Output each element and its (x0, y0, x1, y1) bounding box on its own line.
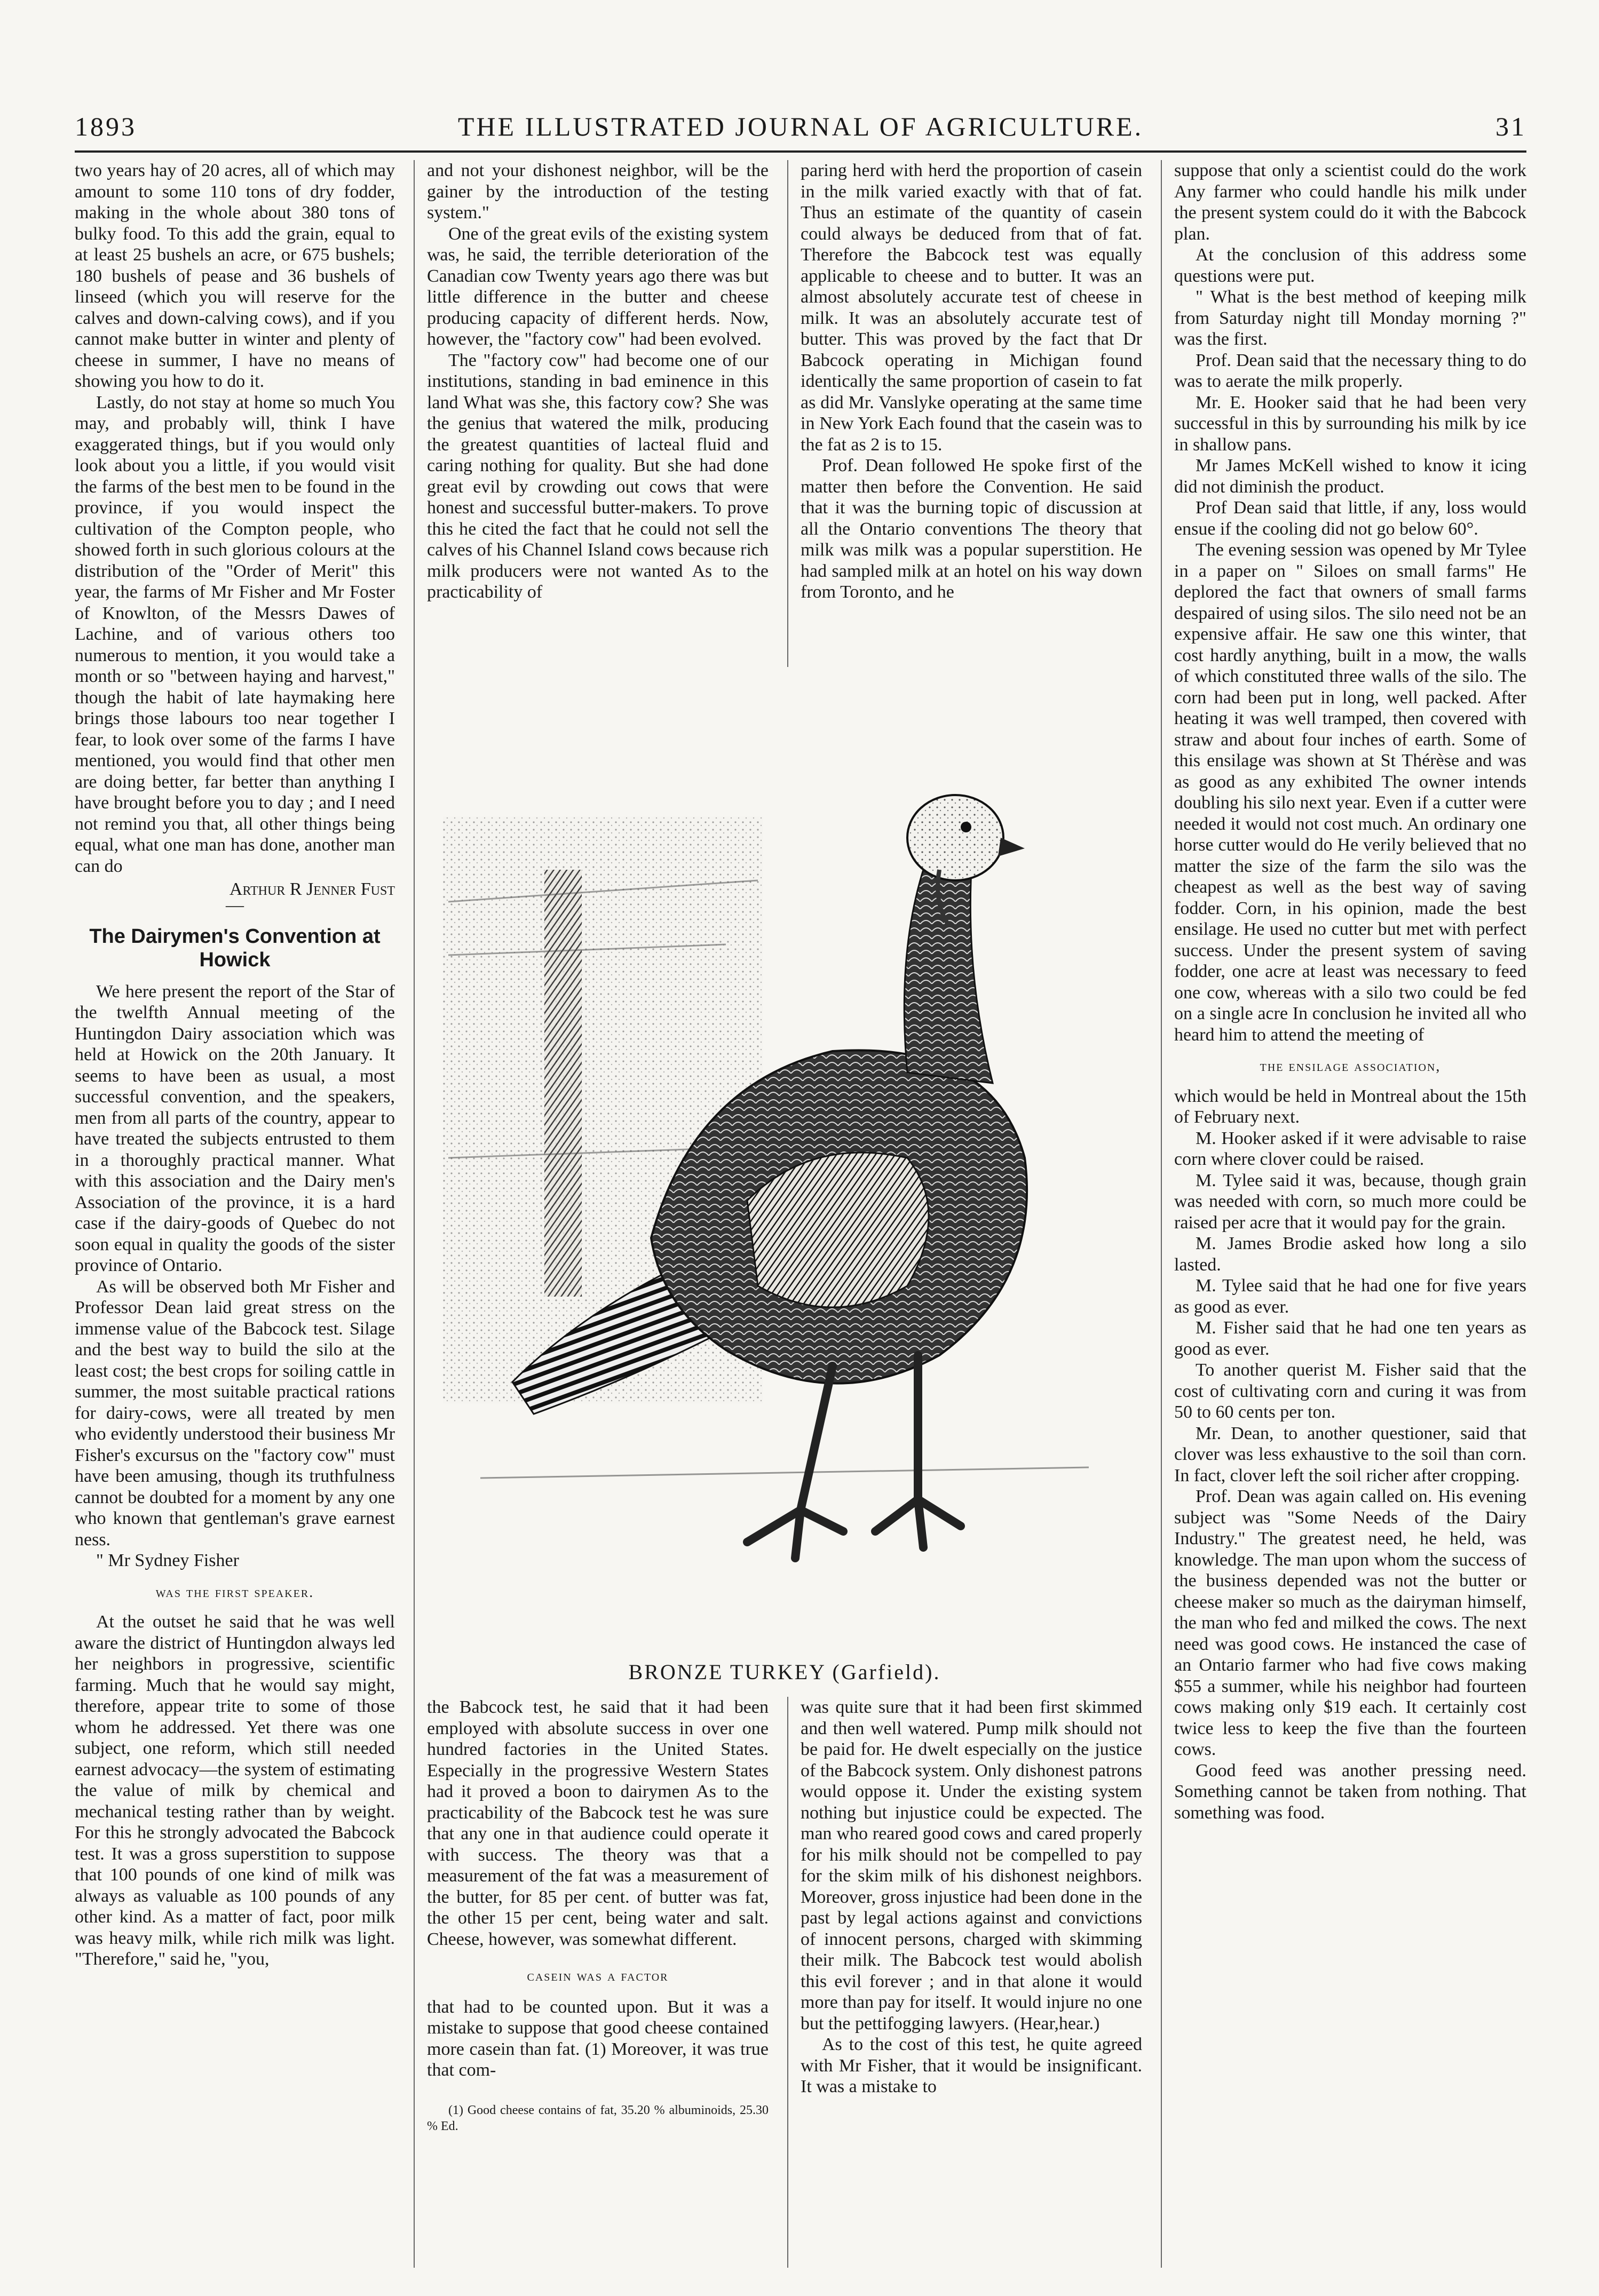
subheading: was the first speaker. (155, 1584, 314, 1601)
illustration-caption: BRONZE TURKEY (Garfield). (628, 1660, 941, 1684)
paragraph: M. Hooker asked if it were advisable to raise corn where clover could be raised. (1174, 1128, 1526, 1169)
footnote: (1) Good cheese contains of fat, 35.20 % albuminoids, 25.30 % Ed. (427, 2103, 769, 2133)
paragraph: M. Tylee said that he had one for five years as good as ever. (1174, 1276, 1526, 1317)
column-2 (427, 160, 769, 603)
paragraph: As to the cost of this test, he quite agreed with Mr Fisher, that it would be insignificant. It was a mistake to (801, 2035, 1142, 2096)
column-1 (75, 160, 395, 1970)
paragraph: paring herd with herd the proportion of casein in the milk varied exactly with that of fat. Thus an estimate of the quantity of casein could always be deduced from that of fat. Therefore the Babcock test was equally applicable to cheese and to butter. It was an almost absolutely accurate test of cheese in milk. It was an absolutely accurate test of butter. This was proved by the fact that Dr Babcock operating in Michigan found identically the same proportion of casein to fat as did Mr. Vanslyke operating at the same time in New York Each found that the casein was to the fat as 2 is to 15. (801, 161, 1142, 455)
separator: — (226, 895, 244, 915)
paragraph: " What is the best method of keeping milk from Saturday night till Monday morning ?" was the first. (1174, 287, 1526, 349)
article-heading: The Dairymen's Convention at Howick (89, 925, 381, 971)
paragraph: that had to be counted upon. But it was a mistake to suppose that good cheese contained more casein than fat. (1) Moreover, it was true that com- (427, 1997, 769, 2080)
column-rule (414, 160, 415, 2268)
subheading: casein was a factor (527, 1968, 669, 1984)
header-rule (75, 150, 1526, 153)
column-rule (1161, 160, 1162, 2268)
paragraph: " Mr Sydney Fisher (96, 1551, 239, 1570)
paragraph: Mr. E. Hooker said that he had been very successful in this by surrounding his milk by ice in shallow pans. (1174, 392, 1526, 455)
paragraph: was quite sure that it had been first skimmed and then well watered. Pump milk should not be paid for. He dwelt especially on the justice of the Babcock system. Only dishonest patrons would oppose it. Under the existing system nothing but injustice could be expected. The man who reared good cows and cared properly for his milk should not be compelled to pay for the skim milk of his dishonest neighbors. Moreover, gross injustice had been done in the past by legal actions against and convictions of innocent persons, charged with skimming their milk. The Babcock test would abolish this evil forever ; and in that alone it would more than pay for itself. It would injure no one but the pettifogging lawyers. (Hear,hear.) (801, 1697, 1142, 2033)
column-2-continued (427, 1697, 769, 2134)
paragraph: the Babcock test, he said that it had been employed with absolute success in over one hundred factories in the United States. Especially in the progressive Western States had it proved a boon to dairymen As to the practicability of the Babcock test he was sure that any one in that audience could operate it with success. The theory was that a measurement of the fat was a measurement of the butter, for 85 per cent. of butter was fat, the other 15 per cent, being water and salt. Cheese, however, was somewhat different. (427, 1697, 769, 1949)
subheading: the ensilage association, (1260, 1058, 1441, 1075)
paragraph: M. Tylee said it was, because, though grain was needed with corn, so much more could be raised per acre that it would pay for the grain. (1174, 1170, 1526, 1233)
paragraph: The evening session was opened by Mr Tylee in a paper on " Siloes on small farms" He deplored the fact that owners of small farms despaired of using silos. The silo need not be an expensive affair. He saw one this winter, that cost hardly anything, built in a mow, the walls of which constituted three walls of the silo. The corn had been put in long, well packed. After heating it was well tramped, then covered with straw and about four inches of earth. Some of this ensilage was shown at St Thérèse and was as good as any exhibited The owner intends doubling his silo next year. Even if a cutter were needed it would not cost much. An ordinary one horse cutter would do He verily believed that no matter the size of the farm the silo was the cheapest as well as the best way of saving fodder. Corn, in his opinion, made the best ensilage. He used no cutter but met with perfect success. Under the present system of saving fodder, one acre at least was necessary to feed one cow, whereas with a silo two could be fed on a single acre In conclusion he invited all who heard him to attend the meeting of (1174, 540, 1526, 1045)
paragraph: two years hay of 20 acres, all of which may amount to some 110 tons of dry fodder, making in the whole about 380 tons of bulky food. To this add the grain, equal to at least 25 bushels an acre, or 675 bushels; 180 bushels of pease and 36 bushels of linseed (which you will reserve for the calves and down-calving cows), and if you cannot make butter in winter and plenty of cheese in summer, I have no means of showing you how to do it. (75, 161, 395, 391)
paragraph: To another querist M. Fisher said that the cost of cultivating corn and curing it was from 50 to 60 cents per ton. (1174, 1360, 1526, 1422)
paragraph: Prof Dean said that little, if any, loss would ensue if the cooling did not go below 60°. (1174, 498, 1526, 539)
author-signature: Arthur R Jenner Fust (229, 879, 395, 899)
paragraph: Prof. Dean was again called on. His evening subject was "Some Needs of the Dairy Industry." The greatest need, he held, was knowledge. The man upon whom the success of the business depended was not the butter or cheese maker so much as the dairyman himself, the man who fed and milked the cows. The next need was good cows. He instanced the case of an Ontario farmer who had five cows making $55 a summer, while his neighbor had fourteen cows making only $19 each. It certainly cost twice less to keep the five than the fourteen cows. (1174, 1487, 1526, 1759)
paragraph: At the outset he said that he was well aware the district of Huntingdon always led her neighbors in progressive, scientific farming. Much that he would say might, therefore, appear trite to some of those whom he addressed. Yet there was one subject, one reform, which still needed earnest advocacy—the system of estimating the value of milk by chemical and mechanical testing rather than by weight. For this he strongly advocated the Babcock test. It was a gross superstition to suppose that 100 pounds of one kind of milk was always as valuable as 100 pounds of any other kind. As a matter of fact, poor milk was heavy milk, while rich milk was light. "Therefore," said he, "you, (75, 1612, 395, 1969)
column-rule (787, 1697, 788, 2268)
paragraph: The "factory cow" had become one of our institutions, standing in bad eminence in this land What was she, this factory cow? She was the genius that watered the milk, producing the greatest quantities of lacteal fluid and caring nothing for quality. But she had done great evil by crowding out cows that were honest and successful butter-makers. To prove this he cited the fact that he could not sell the calves of his Channel Island cows because rich milk producers were not wanted As to the practicability of (427, 350, 769, 602)
paragraph: Good feed was another pressing need. Something cannot be taken from nothing. That something was food. (1174, 1760, 1526, 1823)
running-header (75, 107, 1526, 149)
paragraph: Mr James McKell wished to know it icing did not diminish the product. (1174, 456, 1526, 497)
paragraph: At the conclusion of this address some questions were put. (1174, 245, 1526, 286)
paragraph: As will be observed both Mr Fisher and Professor Dean laid great stress on the immense value of the Babcock test. Silage and the best way to build the silo at the least cost; the best crops for soiling cattle in summer, the most suitable practical rations for dairy-cows, were all treated by men who evidently understood their business Mr Fisher's excursus on the "factory cow" must have been amusing, though its truthfulness cannot be doubted for a moment by any one who known that gentleman's grave earnest ness. (75, 1276, 395, 1550)
paragraph: M. James Brodie asked how long a silo lasted. (1174, 1234, 1526, 1275)
paragraph: which would be held in Montreal about the 15th of February next. (1174, 1086, 1526, 1127)
paragraph: M. Fisher said that he had one ten years as good as ever. (1174, 1318, 1526, 1359)
column-rule (787, 160, 788, 667)
header-title: THE ILLUSTRATED JOURNAL OF AGRICULTURE. (457, 112, 1144, 141)
paragraph: Lastly, do not stay at home so much You may, and probably will, think I have exaggerated things, but if you would only look about you a little, if you would visit the farms of the best men to be found in the province, if you would inspect the cultivation of the Compton people, who showed forth in such glorious colours at the distribution of the "Order of Merit" this year, the farms of Mr Fisher and Mr Foster of Knowlton, of the Messrs Dawes of Lachine, and of various others too numerous to mention, it you would take a month or so "between haying and harvest," though the habit of late haymaking here brings those labours too near together I fear, to look over some of the farms I have mentioned, you would find that other men are doing better, far better than anything I have brought before you to day ; and I need not remind you that, all other things being equal, what one man has done, another man can do (75, 392, 395, 876)
paragraph: suppose that only a scientist could do the work Any farmer who could handle his milk under the present system could do it with the Babcock plan. (1174, 161, 1526, 244)
paragraph: Prof. Dean said that the necessary thing to do was to aerate the milk properly. (1174, 350, 1526, 391)
header-year: 1893 (75, 112, 137, 141)
paragraph: We here present the report of the Star of the twelfth Annual meeting of the Huntingdon Dairy association which was held at Howick on the 20th January. It seems to have been as usual, a most successful convention, and the speakers, men from all parts of the country, appear to have treated the subjects entrusted to them in a thoroughly practical manner. What with this association and the Dairy men's Association of the province, it is a hard case if the dairy-goods of Quebec do not soon equal in quality the goods of the sister province of Ontario. (75, 981, 395, 1275)
paragraph: Prof. Dean followed He spoke first of the matter then before the Convention. He said that it was the burning topic of discussion at all the Ontario conventions The theory that milk was milk was a popular superstition. He had sampled milk at an hotel on his way down from Toronto, and he (801, 456, 1142, 602)
column-3 (801, 160, 1142, 603)
paragraph: and not your dishonest neighbor, will be the gainer by the introduction of the testing system." (427, 161, 769, 223)
bronze-turkey-illustration (427, 678, 1142, 1633)
header-page-number: 31 (1495, 112, 1526, 141)
column-4 (1174, 160, 1526, 1823)
column-3-continued (801, 1697, 1142, 2098)
paragraph: Mr. Dean, to another questioner, said that clover was less exhaustive to the soil than corn. In fact, clover left the soil richer after cropping. (1174, 1423, 1526, 1485)
paragraph: One of the great evils of the existing system was, he said, the terrible deterioration of the Canadian cow Twenty years ago there was but little difference in the butter and cheese producing capacity of different herds. Now, however, the "factory cow" had been evolved. (427, 224, 769, 349)
